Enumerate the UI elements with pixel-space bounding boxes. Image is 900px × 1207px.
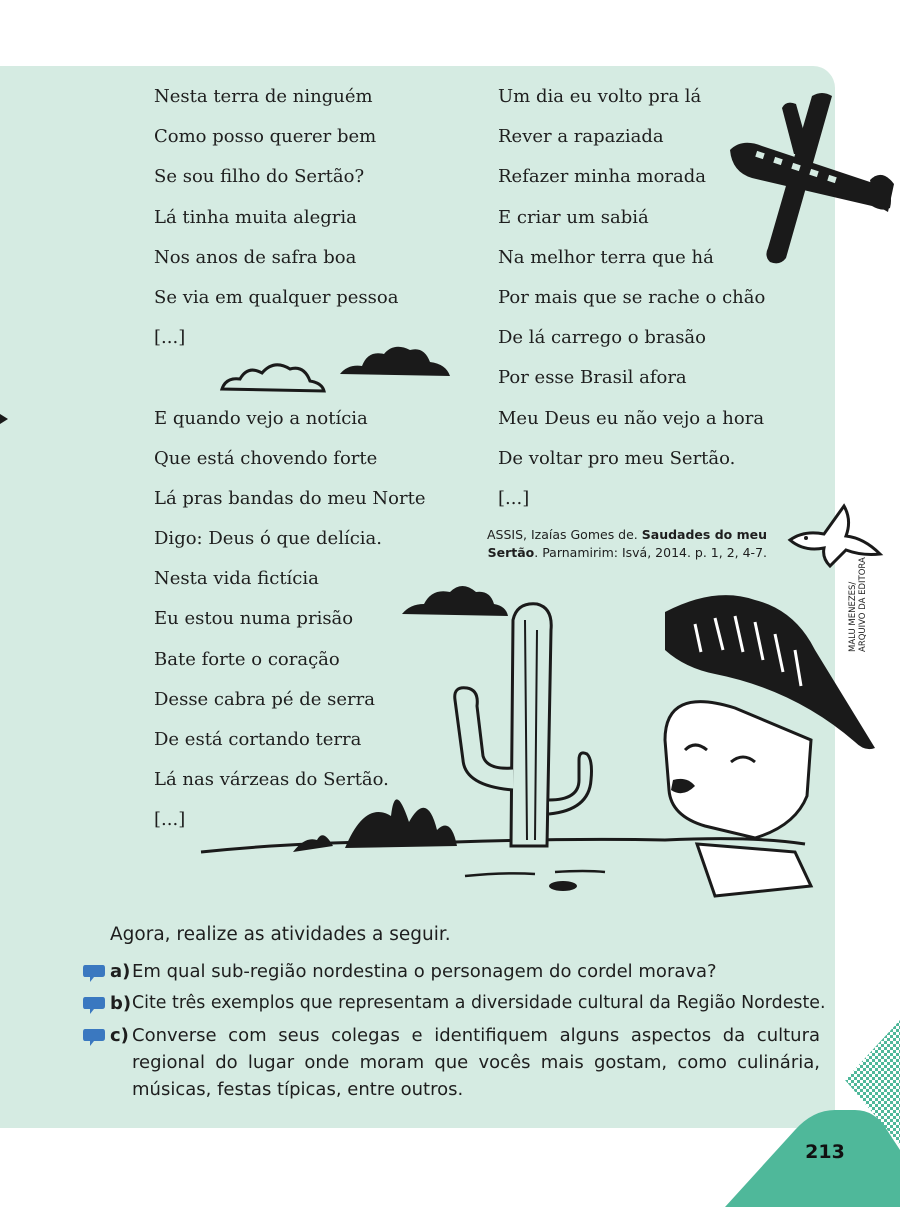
verse-line: De voltar pro meu Sertão. — [498, 447, 736, 469]
activity-a — [82, 958, 820, 985]
verse-line: Nos anos de safra boa — [154, 246, 357, 268]
citation-details: . Parnamirim: Isvá, 2014. p. 1, 2, 4-7. — [534, 545, 767, 560]
bird-illustration — [784, 500, 884, 572]
cloud-filled-illustration — [338, 340, 453, 380]
cloud-outline-illustration — [218, 355, 328, 397]
verse-line: Lá pras bandas do meu Norte — [154, 487, 426, 509]
speech-bubble-icon — [82, 995, 106, 1015]
verse-line: Na melhor terra que há — [498, 246, 714, 268]
activity-letter: a) — [110, 961, 131, 982]
verse-line: Se via em qualquer pessoa — [154, 286, 399, 308]
verse-line: Por esse Brasil afora — [498, 367, 687, 389]
verse-ellipsis: [...] — [154, 327, 186, 349]
verse-line: Como posso querer bem — [154, 126, 377, 148]
citation-title-2: Sertão — [487, 545, 535, 560]
activity-text: Converse com seus colegas e identifiquem alguns aspectos da cultura regional do lugar onde moram que vocês mais gostam, como culinária, músicas, festas típicas, entre outros. — [132, 1025, 820, 1100]
verse-line: Nesta vida fictícia — [154, 568, 319, 590]
verse-line: Eu estou numa prisão — [154, 608, 354, 630]
speech-bubble-icon — [82, 963, 106, 983]
verse-line: De está cortando terra — [154, 729, 362, 750]
activity-text: Em qual sub-região nordestina o personagem do cordel morava? — [132, 961, 717, 982]
verse-line: Desse cabra pé de serra — [154, 688, 375, 710]
verse-line: Se sou filho do Sertão? — [154, 166, 365, 188]
verse-line: Refazer minha morada — [498, 166, 707, 188]
activity-b — [82, 990, 826, 1017]
citation — [487, 526, 767, 562]
verse-line: Digo: Deus ó que delícia. — [154, 528, 382, 550]
verse-ellipsis: [...] — [154, 809, 186, 831]
citation-title-1: Saudades do meu — [641, 527, 767, 542]
verse-line: Lá tinha muita alegria — [154, 206, 357, 228]
verse-line: E criar um sabiá — [498, 206, 649, 228]
verse-ellipsis: [...] — [498, 487, 530, 509]
verse-line: Bate forte o coração — [154, 648, 340, 670]
page-number: 213 — [805, 1141, 845, 1163]
image-credit: MALU MENEZES/ ARQUIVO DA EDITORA — [848, 557, 868, 652]
verse-line: De lá carrego o brasão — [498, 327, 706, 349]
verse-line: E quando vejo a notícia — [154, 407, 368, 429]
activity-c — [82, 1022, 820, 1103]
activities-intro: Agora, realize as atividades a seguir. — [110, 924, 451, 945]
verse-line: Que está chovendo forte — [154, 447, 378, 469]
citation-author: ASSIS, Izaías Gomes de. — [486, 527, 642, 542]
activity-letter: c) — [110, 1025, 129, 1046]
activity-text: Cite três exemplos que representam a diversidade cultural da Região Nordeste. — [132, 993, 826, 1013]
sertao-scene-illustration — [195, 590, 885, 910]
verse-line: Lá nas várzeas do Sertão. — [154, 769, 389, 791]
verse-line: Nesta terra de ninguém — [154, 86, 373, 107]
speech-bubble-icon — [82, 1027, 106, 1047]
verse-line: Por mais que se rache o chão — [498, 286, 766, 308]
verse-line: Rever a rapaziada — [498, 126, 664, 148]
activity-letter: b) — [110, 993, 132, 1014]
verse-line: Um dia eu volto pra lá — [498, 86, 702, 107]
airplane-illustration — [722, 88, 897, 270]
verse-line: Meu Deus eu não vejo a hora — [498, 407, 765, 429]
page-edge-mark — [0, 412, 10, 426]
